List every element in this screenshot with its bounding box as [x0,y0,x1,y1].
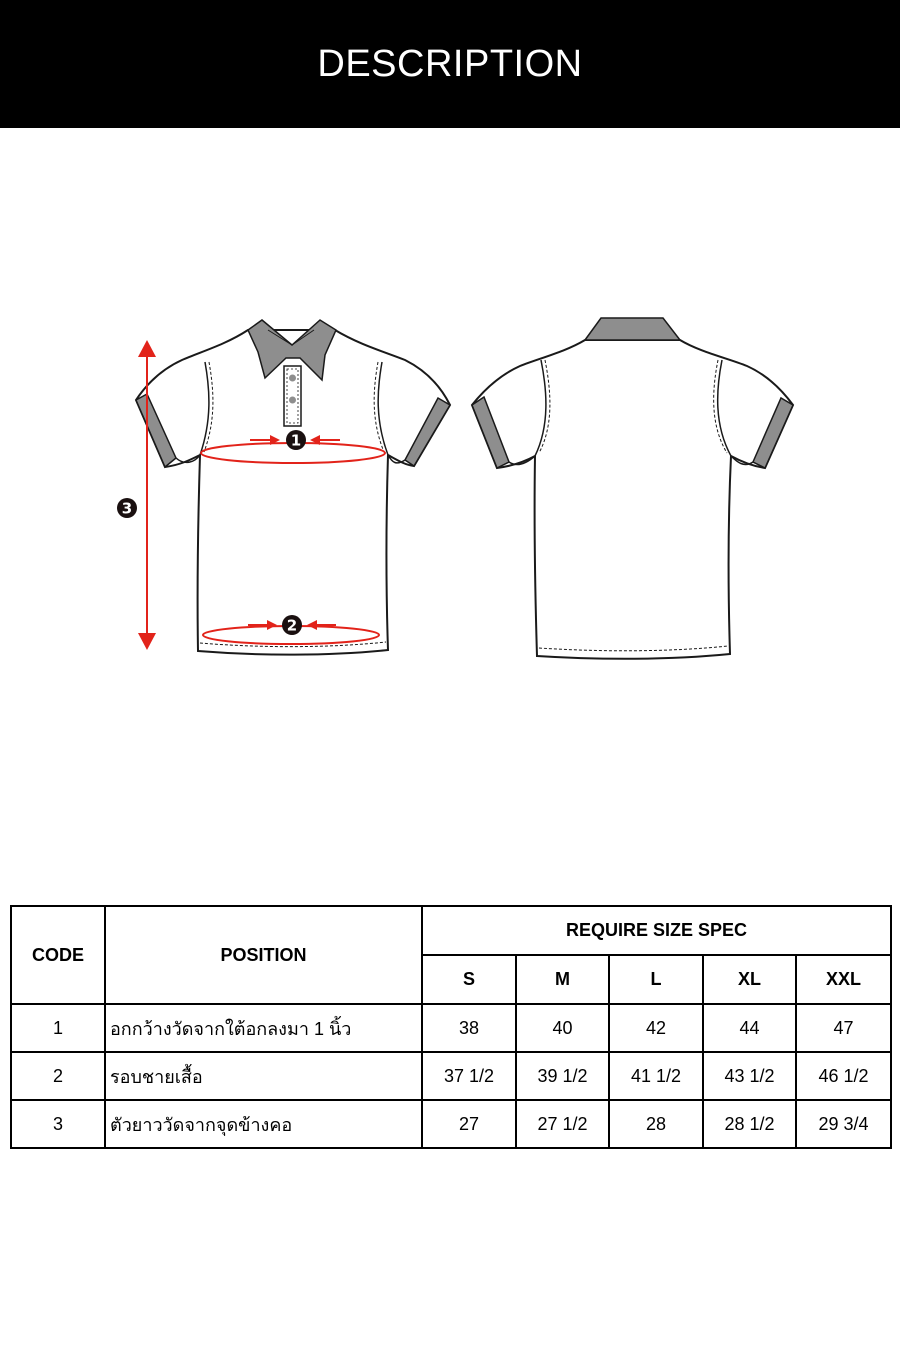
row-code: 2 [11,1052,105,1100]
size-value: 42 [609,1004,703,1052]
size-spec-header: REQUIRE SIZE SPEC [422,906,891,955]
table-row [11,1004,891,1052]
size-header: XL [703,955,796,1004]
page-title: DESCRIPTION [317,42,583,85]
description-header [0,0,900,128]
row-code: 1 [11,1004,105,1052]
shirt-diagram [0,128,900,888]
size-value: 28 1/2 [703,1100,796,1148]
size-value: 39 1/2 [516,1052,609,1100]
shirt-illustration [0,128,900,888]
size-value: 38 [422,1004,516,1052]
size-value: 28 [609,1100,703,1148]
back-shirt [472,318,793,659]
front-shirt [136,320,450,655]
table-row [11,1100,891,1148]
chest-marker-label: 1 [290,431,302,450]
back-collar [585,318,680,340]
size-header: XXL [796,955,891,1004]
size-value: 41 1/2 [609,1052,703,1100]
size-value: 29 3/4 [796,1100,891,1148]
position-header: POSITION [105,906,422,1004]
size-value: 47 [796,1004,891,1052]
code-header: CODE [11,906,105,1004]
back-body [472,340,793,659]
row-position: รอบชายเสื้อ [105,1052,422,1100]
size-header: L [609,955,703,1004]
size-header: M [516,955,609,1004]
size-value: 40 [516,1004,609,1052]
row-position: ตัวยาววัดจากจุดข้างคอ [105,1100,422,1148]
size-value: 37 1/2 [422,1052,516,1100]
size-value: 43 1/2 [703,1052,796,1100]
row-position: อกกว้างวัดจากใต้อกลงมา 1 นิ้ว [105,1004,422,1052]
row-code: 3 [11,1100,105,1148]
size-spec-table [10,905,892,1149]
size-value: 27 1/2 [516,1100,609,1148]
table-row [11,1052,891,1100]
hem-marker-label: 2 [286,616,298,635]
size-value: 46 1/2 [796,1052,891,1100]
size-header: S [422,955,516,1004]
button-icon [289,375,296,382]
button-icon [289,397,296,404]
length-marker-label: 3 [121,499,133,518]
size-value: 27 [422,1100,516,1148]
size-value: 44 [703,1004,796,1052]
table-header-row [11,906,891,955]
